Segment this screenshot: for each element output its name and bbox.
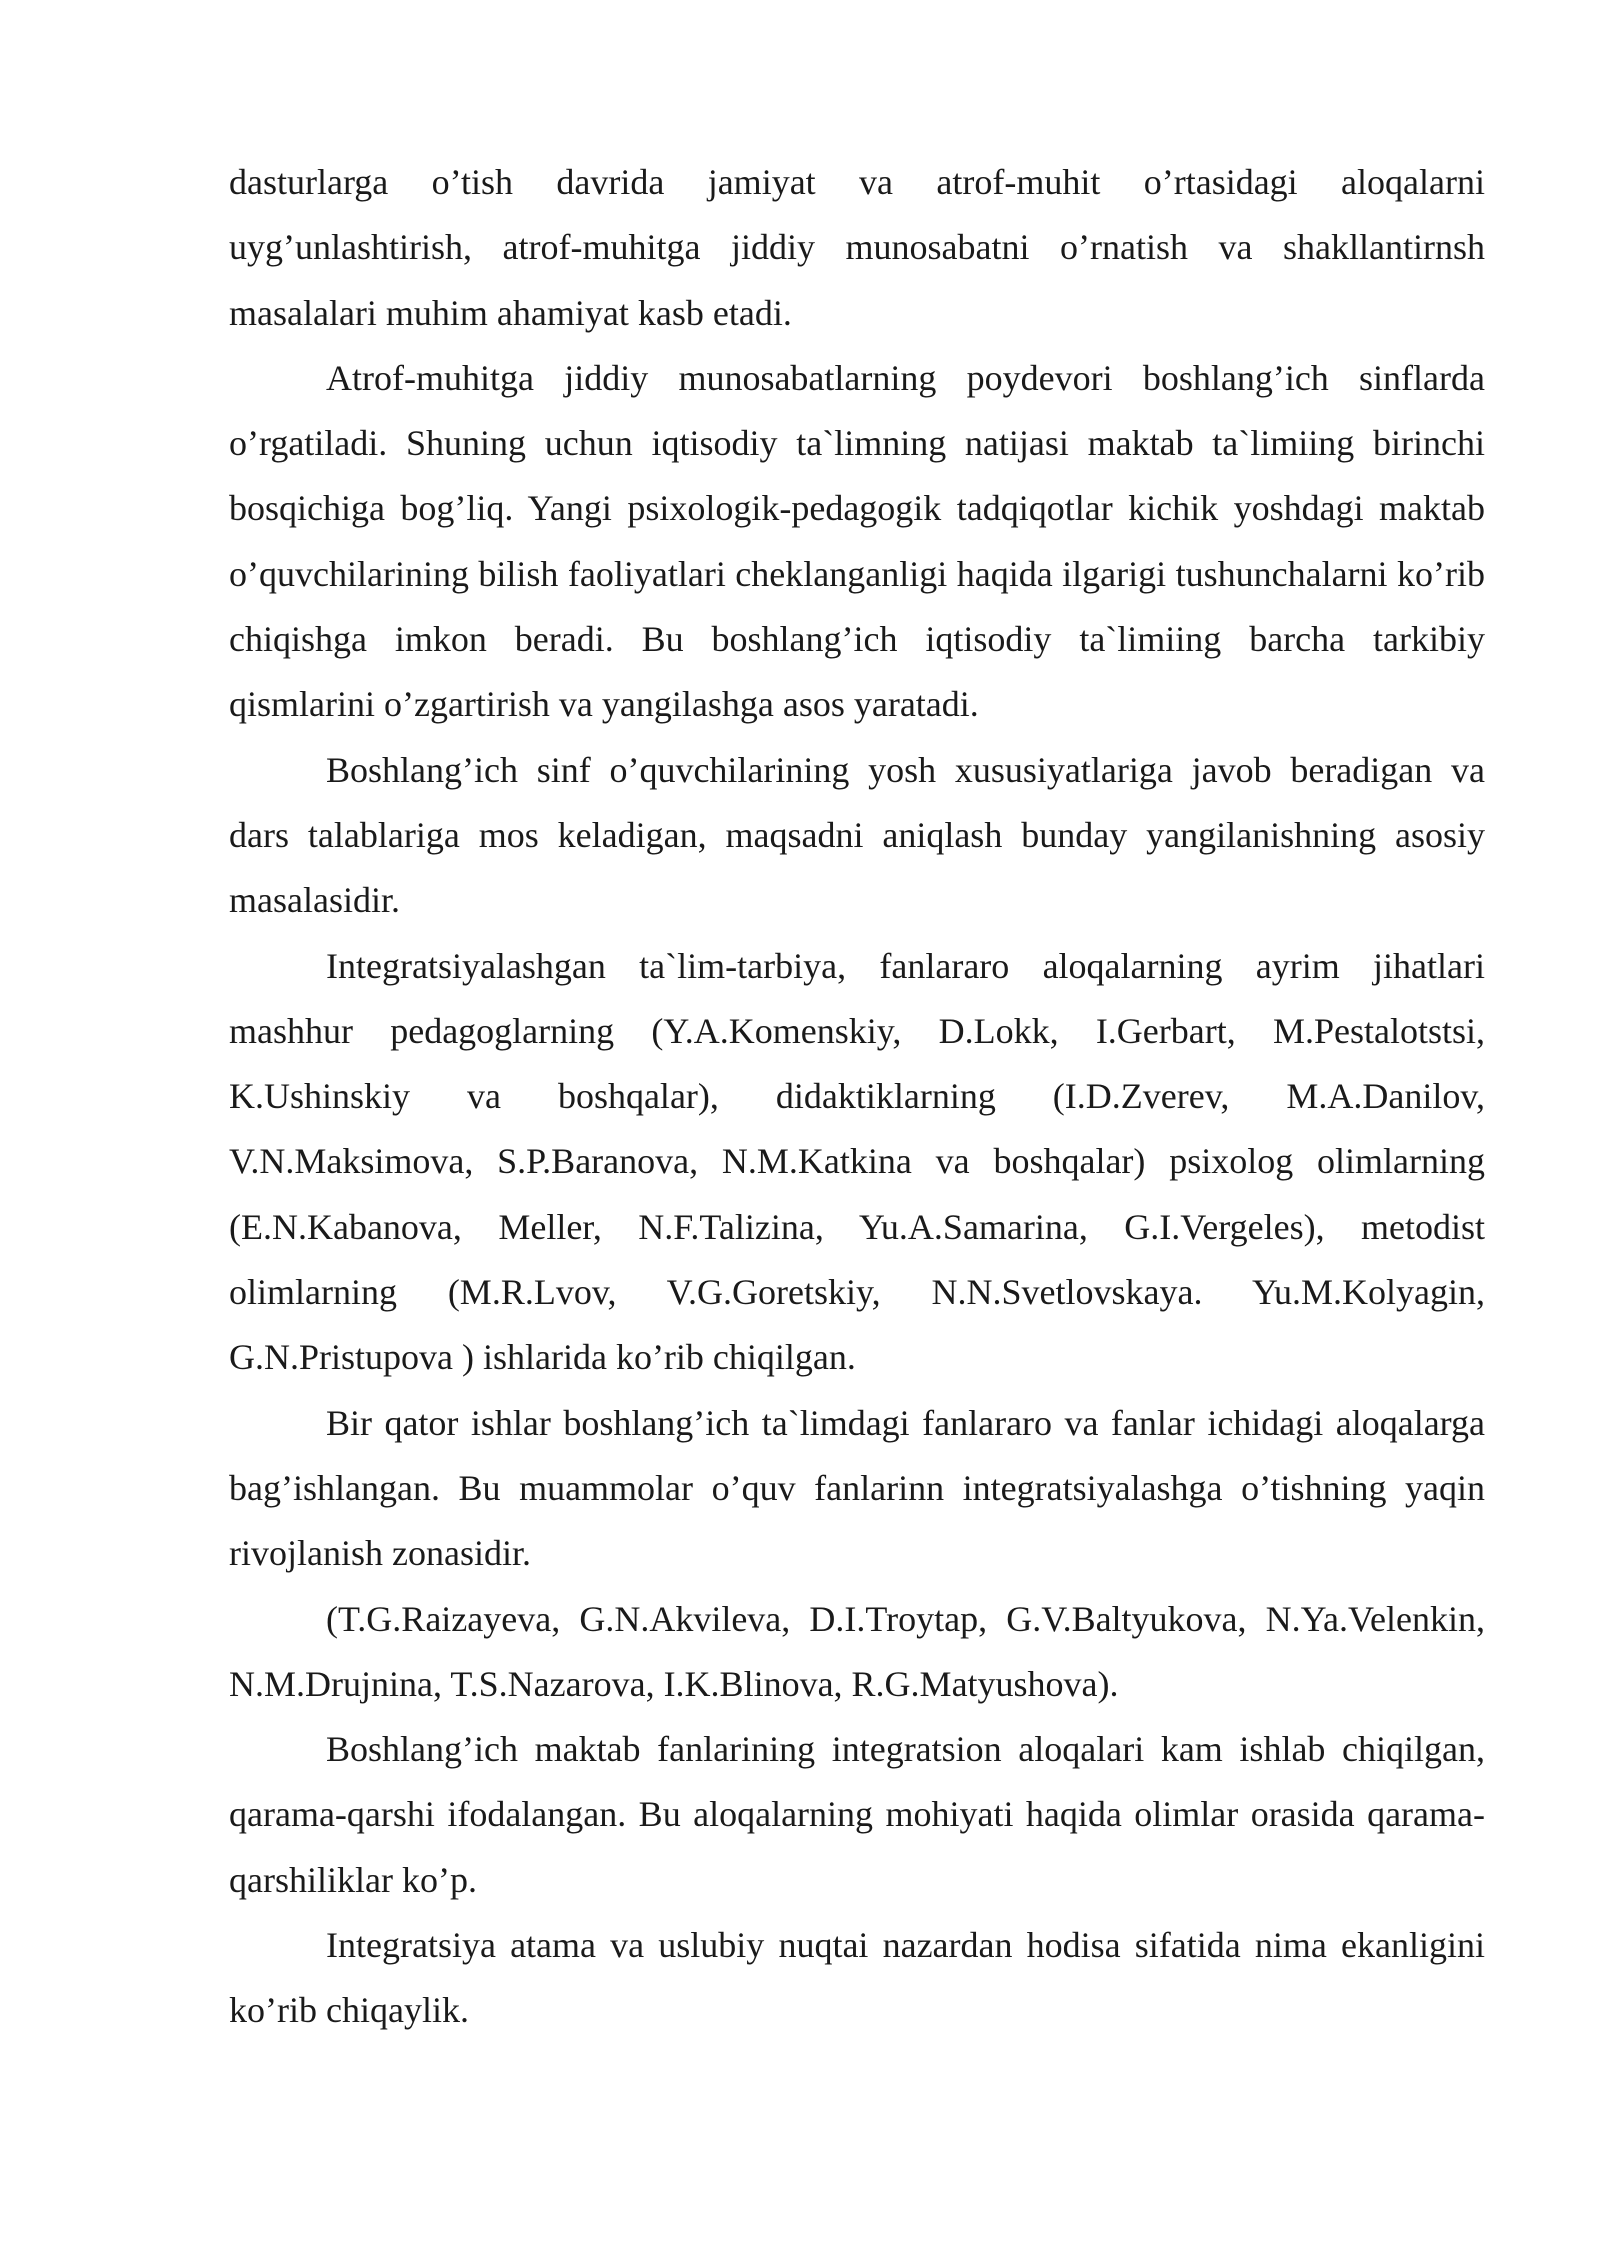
document-body: [229, 150, 1485, 2044]
paragraph-5: Bir qator ishlar boshlang’ich ta`limdagi fanlararo va fanlar ichidagi aloqalarga bag’ishlangan. Bu muammolar o’quv fanlarinn integratsiyalashga o’tishning yaqin rivojlanish zonasidir.: [229, 1402, 1485, 1574]
paragraph-3: Boshlang’ich sinf o’quvchilarining yosh xususiyatlariga javob beradigan va dars talablariga mos keladigan, maqsadni aniqlash bunday yangilanishning asosiy masalasidir.: [229, 749, 1485, 921]
paragraph-2: Atrof-muhitga jiddiy munosabatlarning poydevori boshlang’ich sinflarda o’rgatiladi. Shuning uchun iqtisodiy ta`limning natijasi maktab ta`limiing birinchi bosqichiga bog’liq. Yangi psixologik-pedagogik tadqiqotlar kichik yoshdagi maktab o’quvchilarining bilish faoliyatlari cheklanganligi haqida ilgarigi tushunchalarni ko’rib chiqishga imkon beradi. Bu boshlang’ich iqtisodiy ta`limiing barcha tarkibiy qismlarini o’zgartirish va yangilashga asos yaratadi.: [229, 357, 1485, 725]
paragraph-6: (T.G.Raizayeva, G.N.Akvileva, D.I.Troytap, G.V.Baltyukova, N.Ya.Velenkin, N.M.Drujnina, T.S.Nazarova, I.K.Blinova, R.G.Matyushova).: [229, 1598, 1485, 1704]
paragraph-8: Integratsiya atama va uslubiy nuqtai nazardan hodisa sifatida nima ekanligini ko’rib chiqaylik.: [229, 1925, 1485, 2031]
paragraph-1: dasturlarga o’tish davrida jamiyat va atrof-muhit o’rtasidagi aloqalarni uyg’unlashtirish, atrof-muhitga jiddiy munosabatni o’rnatish va shakllantirnsh masalalari muhim ahamiyat kasb etadi.: [229, 162, 1485, 333]
paragraph-4: Integratsiyalashgan ta`lim-tarbiya, fanlararo aloqalarning ayrim jihatlari mashhur pedagoglarning (Y.A.Komenskiy, D.Lokk, I.Gerbart, M.Pestalotstsi, K.Ushinskiy va boshqalar), didaktiklarning (I.D.Zverev, M.A.Danilov, V.N.Maksimova, S.P.Baranova, N.M.Katkina va boshqalar) psixolog olimlarning (E.N.Kabanova, Meller, N.F.Talizina, Yu.A.Samarina, G.I.Vergeles), metodist olimlarning (M.R.Lvov, V.G.Goretskiy, N.N.Svetlovskaya. Yu.M.Kolyagin, G.N.Pristupova ) ishlarida ko’rib chiqilgan.: [229, 945, 1485, 1378]
paragraph-7: Boshlang’ich maktab fanlarining integratsion aloqalari kam ishlab chiqilgan, qarama-qarshi ifodalangan. Bu aloqalarning mohiyati haqida olimlar orasida qarama-qarshiliklar ko’p.: [229, 1729, 1485, 1900]
